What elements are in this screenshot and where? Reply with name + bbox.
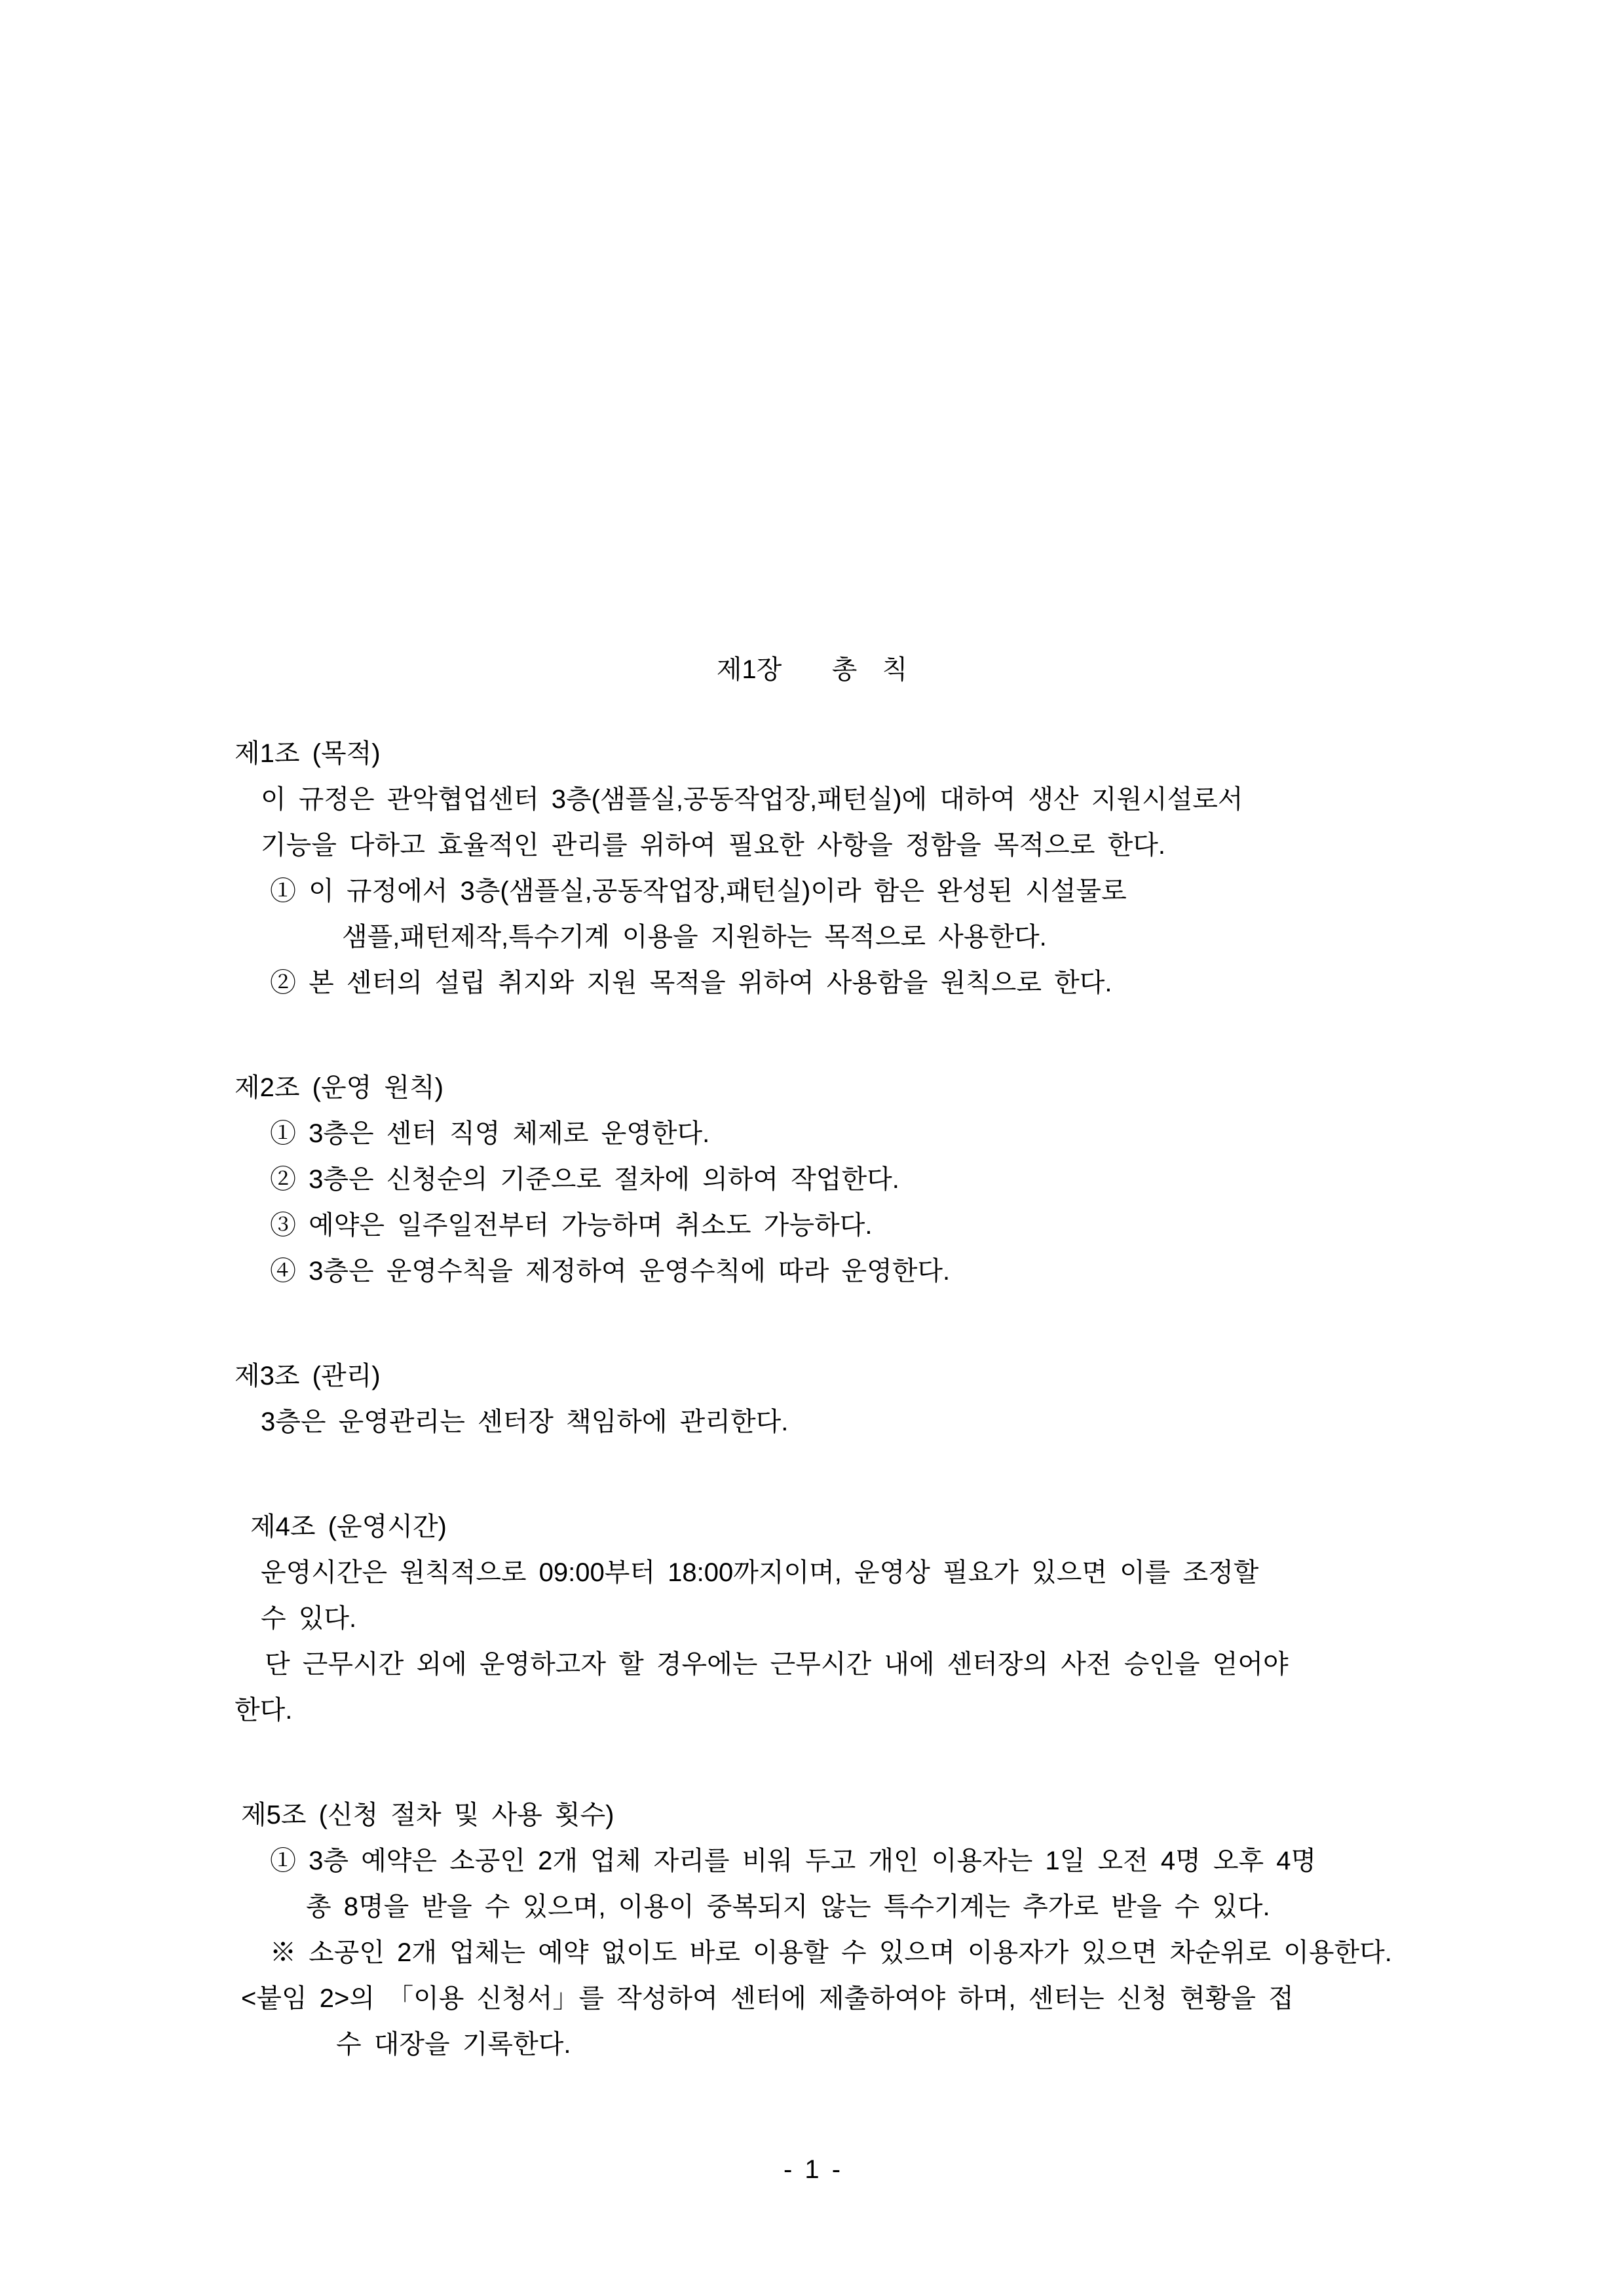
doc-line: ① 3층은 센터 직영 체제로 운영한다. xyxy=(270,1119,710,1148)
doc-line: ① 3층 예약은 소공인 2개 업체 자리를 비워 두고 개인 이용자는 1일 오전 4명 오후 4명 xyxy=(270,1846,1317,1875)
document-body xyxy=(0,731,1624,2067)
doc-section-article-5 xyxy=(0,1792,1624,2067)
doc-section-article-4 xyxy=(0,1504,1624,1733)
doc-line: 한다. xyxy=(235,1696,293,1725)
doc-line: ① 이 규정에서 3층(샘플실,공동작업장,패턴실)이라 함은 완성된 시설물로 xyxy=(270,877,1127,906)
doc-line: 제1조 (목적) xyxy=(235,739,381,768)
doc-line: 운영시간은 원칙적으로 09:00부터 18:00까지이며, 운영상 필요가 있으면 이를 조정할 xyxy=(261,1558,1259,1587)
doc-line: 제2조 (운영 원칙) xyxy=(235,1073,444,1102)
doc-line: 샘플,패턴제작,특수기계 이용을 지원하는 목적으로 사용한다. xyxy=(342,923,1047,951)
doc-line: 제4조 (운영시간) xyxy=(250,1512,447,1541)
doc-line: 총 8명을 받을 수 있으며, 이용이 중복되지 않는 특수기계는 추가로 받을 수 있다. xyxy=(306,1892,1270,1921)
doc-section-article-3 xyxy=(0,1353,1624,1445)
doc-line: 수 대장을 기록한다. xyxy=(336,2030,571,2059)
doc-line: ③ 예약은 일주일전부터 가능하며 취소도 가능하다. xyxy=(270,1211,873,1240)
doc-line: ④ 3층은 운영수칙을 제정하여 운영수칙에 따라 운영한다. xyxy=(270,1257,951,1286)
chapter-title: 제1장 총 칙 xyxy=(716,655,908,684)
doc-line: <붙임 2>의 「이용 신청서」를 작성하여 센터에 제출하여야 하며, 센터는 신청 현황을 접 xyxy=(241,1984,1294,2013)
doc-line: ② 3층은 신청순의 기준으로 절차에 의하여 작업한다. xyxy=(270,1165,899,1194)
doc-line: 이 규정은 관악협업센터 3층(샘플실,공동작업장,패턴실)에 대하여 생산 지원시설로서 xyxy=(261,785,1243,814)
doc-section-article-2 xyxy=(0,1065,1624,1294)
doc-line: ② 본 센터의 설립 취지와 지원 목적을 위하여 사용함을 원칙으로 한다. xyxy=(270,968,1112,997)
doc-line: 제3조 (관리) xyxy=(235,1362,381,1390)
page-number: - 1 - xyxy=(783,2155,841,2184)
doc-line: 기능을 다하고 효율적인 관리를 위하여 필요한 사항을 정함을 목적으로 한다. xyxy=(261,831,1165,860)
doc-section-article-1 xyxy=(0,731,1624,1006)
doc-line: 수 있다. xyxy=(261,1604,357,1633)
doc-line: 단 근무시간 외에 운영하고자 할 경우에는 근무시간 내에 센터장의 사전 승인을 얻어야 xyxy=(265,1650,1289,1679)
doc-line: 3층은 운영관리는 센터장 책임하에 관리한다. xyxy=(261,1407,789,1436)
doc-line: 제5조 (신청 절차 및 사용 횟수) xyxy=(241,1801,614,1829)
doc-line: ※ 소공인 2개 업체는 예약 없이도 바로 이용할 수 있으며 이용자가 있으면 차순위로 이용한다. xyxy=(270,1938,1392,1967)
